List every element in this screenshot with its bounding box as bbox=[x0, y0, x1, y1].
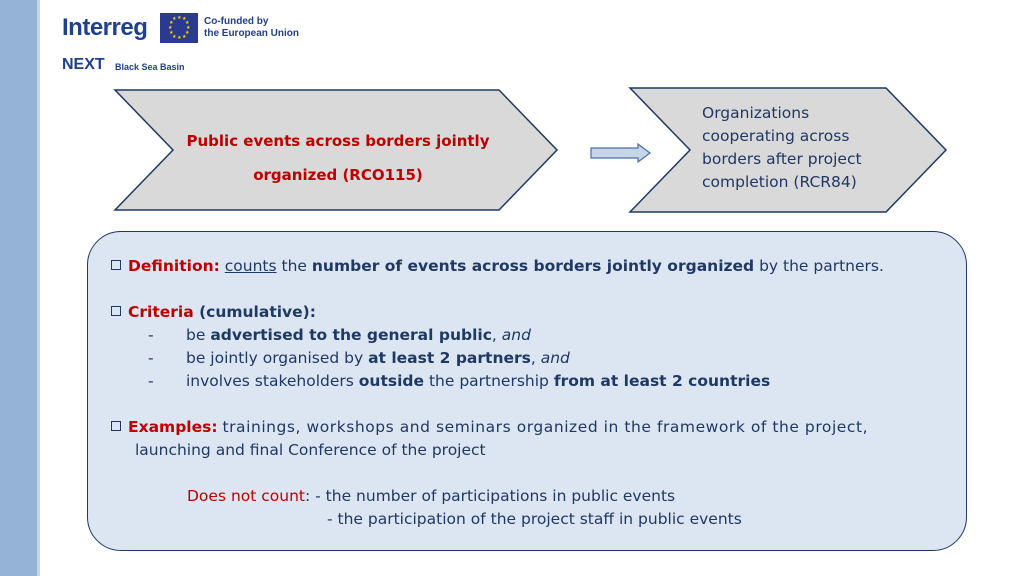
criteria-bold: outside bbox=[358, 372, 425, 390]
criteria-mid: , bbox=[491, 326, 502, 344]
criteria-pre: be bbox=[186, 326, 211, 344]
next-logo: NEXT bbox=[62, 56, 105, 73]
eu-line-1: Co-funded by bbox=[204, 16, 269, 27]
criteria-bold-2: from at least 2 countries bbox=[553, 372, 771, 390]
criteria-mid: the partnership bbox=[424, 372, 554, 390]
criteria-pre: be jointly organised by bbox=[186, 349, 369, 367]
chevron-to-line-1: Organizations bbox=[702, 104, 810, 122]
chevron-from-line-2: organized (RCO115) bbox=[253, 166, 423, 184]
definition-label: Definition: bbox=[128, 257, 220, 275]
definition-counts: counts bbox=[224, 257, 277, 275]
chevron-to-line-4: completion (RCR84) bbox=[702, 173, 857, 191]
checkbox-bullet-icon bbox=[111, 260, 121, 270]
not-count-item-2: - the participation of the project staff in public events bbox=[327, 510, 742, 528]
chevron-to-label bbox=[702, 102, 902, 194]
definition-the: the bbox=[276, 257, 312, 275]
not-count-line-1 bbox=[187, 486, 675, 506]
criteria-mid: , bbox=[530, 349, 541, 367]
chevron-to-line-3: borders after project bbox=[702, 150, 862, 168]
not-count-item-1: - the number of participations in public events bbox=[315, 487, 676, 505]
examples-label: Examples: bbox=[128, 418, 218, 436]
criteria-bold: at least 2 partners bbox=[368, 349, 531, 367]
interreg-logo: Interreg bbox=[62, 14, 148, 41]
eu-line-2: the European Union bbox=[204, 28, 299, 39]
criteria-and: and bbox=[540, 349, 570, 367]
criteria-pre: involves stakeholders bbox=[186, 372, 359, 390]
eu-cofunded-text bbox=[204, 16, 299, 40]
left-accent-stripe bbox=[37, 0, 40, 576]
left-accent-bar bbox=[0, 0, 37, 576]
chevron-from-line-1: Public events across borders jointly bbox=[186, 132, 490, 150]
criteria-bold: advertised to the general public bbox=[210, 326, 492, 344]
checkbox-bullet-icon bbox=[111, 421, 121, 431]
criteria-label: Criteria bbox=[128, 303, 194, 321]
examples-line-1 bbox=[111, 417, 943, 437]
criteria-dash: - bbox=[148, 372, 154, 390]
chevron-from bbox=[113, 88, 559, 212]
not-count-sep: : bbox=[305, 487, 316, 505]
definition-core: number of events across borders jointly organized bbox=[311, 257, 755, 275]
definition-line bbox=[111, 256, 884, 276]
chevron-to bbox=[628, 86, 948, 214]
definition-tail: by the partners. bbox=[754, 257, 884, 275]
not-count-label: Does not count bbox=[187, 487, 305, 505]
eu-flag-icon bbox=[160, 13, 198, 43]
criteria-heading bbox=[111, 302, 316, 322]
criteria-qualifier: (cumulative): bbox=[193, 303, 316, 321]
criteria-dash: - bbox=[148, 349, 154, 367]
chevron-to-line-2: cooperating across bbox=[702, 127, 850, 145]
next-subtitle: Black Sea Basin bbox=[115, 62, 185, 72]
checkbox-bullet-icon bbox=[111, 306, 121, 316]
examples-line-2: launching and final Conference of the project bbox=[135, 441, 486, 459]
criteria-dash: - bbox=[148, 326, 154, 344]
examples-text-1: trainings, workshops and seminars organized in the framework of the project, bbox=[222, 418, 869, 436]
chevron-from-label bbox=[173, 124, 503, 192]
criteria-and: and bbox=[501, 326, 531, 344]
eu-stars-icon: ★ ★ ★ ★ ★ ★ ★ ★ ★ ★ ★ ★ bbox=[168, 15, 191, 41]
